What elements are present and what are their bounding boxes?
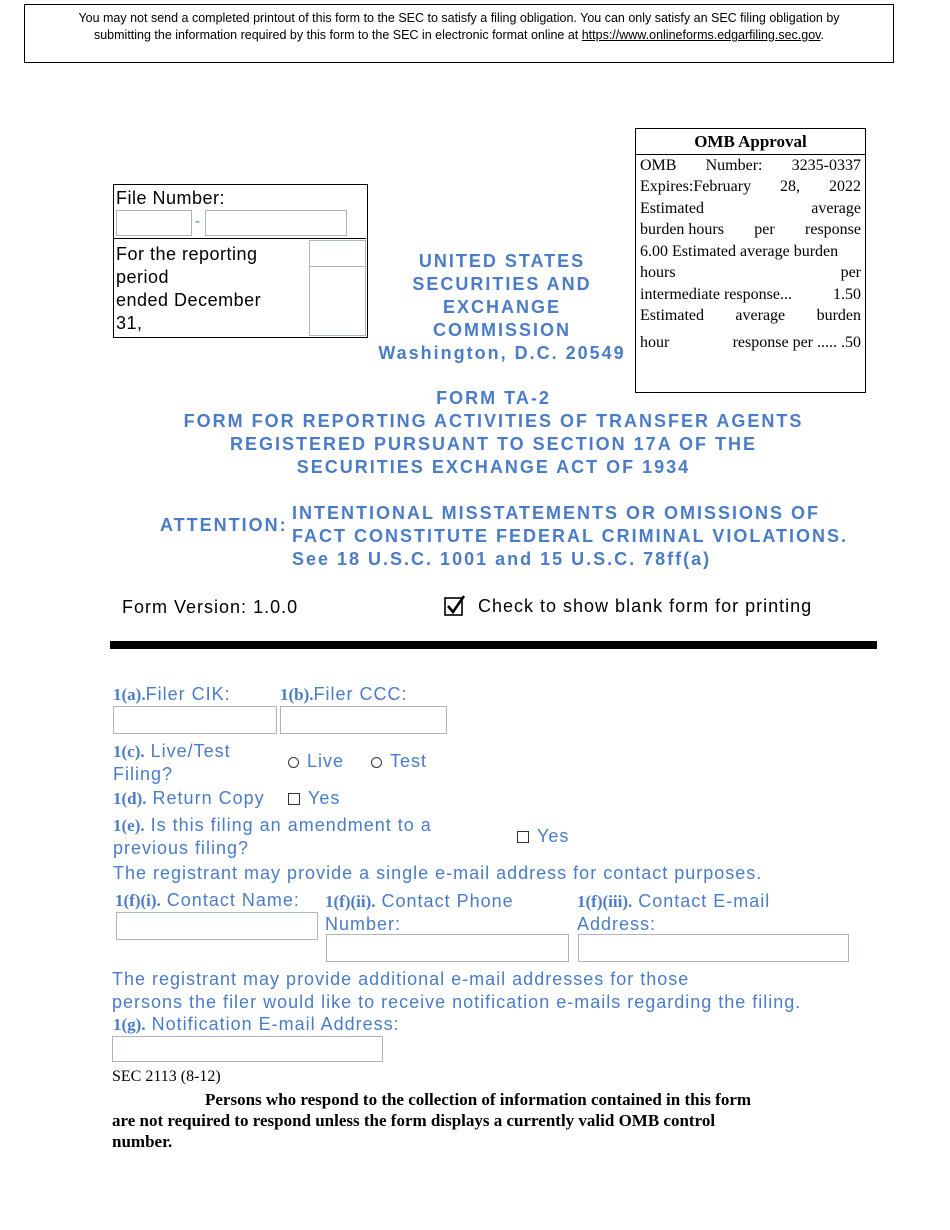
return-copy-option[interactable]: Yes <box>288 788 340 809</box>
edgar-online-forms-link[interactable]: https://www.onlineforms.edgarfiling.sec.gov <box>581 28 821 42</box>
reporting-period-label: For the reporting period ended December 31, <box>116 244 262 333</box>
return-copy-checkbox[interactable] <box>288 793 300 805</box>
filer-cik-input[interactable] <box>113 706 277 734</box>
contact-name-label: 1(f)(i). Contact Name: <box>115 890 300 910</box>
attention-text: INTENTIONAL MISSTATEMENTS OR OMISSIONS OF FACT CONSTITUTE FEDERAL CRIMINAL VIOLATIONS. See 18 U.S.C. 1001 and 15 U.S.C. 78ff(a) <box>292 503 848 569</box>
agency-title: UNITED STATES SECURITIES AND EXCHANGE COMMISSION Washington, D.C. 20549 <box>378 251 626 363</box>
notice-period: . <box>820 28 824 42</box>
attention-label: ATTENTION: <box>160 515 288 535</box>
test-option[interactable]: Test <box>371 751 427 772</box>
contact-email-label: 1(f)(iii). Contact E-mail Address: <box>577 891 771 934</box>
return-copy-label: 1(d). Return Copy <box>113 788 265 808</box>
live-radio[interactable] <box>288 757 299 768</box>
form-title: FORM TA-2 FORM FOR REPORTING ACTIVITIES OF TRANSFER AGENTS REGISTERED PURSUANT TO SECTION 17A OF THE SECURITIES EXCHANGE ACT OF 1934 <box>183 388 804 477</box>
file-number-dash: - <box>195 213 200 230</box>
form-version-label: Form Version: <box>122 597 248 617</box>
filer-cik-label: 1(a).Filer CIK: <box>113 684 231 704</box>
omb-line-2: Expires:February 28, 2022 <box>640 178 861 195</box>
form-version-value: 1.0.0 <box>253 597 299 617</box>
form-code: SEC 2113 (8-12) <box>112 1068 221 1085</box>
omb-line-6: hours per <box>640 264 861 281</box>
reporting-year-field[interactable] <box>309 266 366 336</box>
section-divider <box>110 641 877 649</box>
notification-email-label: 1(g). Notification E-mail Address: <box>113 1014 400 1034</box>
file-number-label: File Number: <box>116 188 226 208</box>
omb-line-5: 6.00 Estimated average burden <box>640 243 839 260</box>
omb-line-7: intermediate response... 1.50 <box>640 286 861 303</box>
omb-approval-box <box>635 128 866 393</box>
printout-notice <box>24 4 894 63</box>
filer-ccc-input[interactable] <box>280 706 447 734</box>
omb-line-3: Estimated average <box>640 200 861 217</box>
amendment-option[interactable]: Yes <box>517 826 569 847</box>
test-radio[interactable] <box>371 757 382 768</box>
contact-phone-label: 1(f)(ii). Contact Phone Number: <box>325 891 514 934</box>
blank-form-toggle[interactable] <box>444 595 812 617</box>
amendment-checkbox[interactable] <box>517 831 529 843</box>
omb-disclaimer: Persons who respond to the collection of information contained in this form are not required to respond unless the form displays a currently valid OMB control number. <box>112 1090 752 1151</box>
live-option[interactable]: Live <box>288 751 344 772</box>
contact-note: The registrant may provide a single e-mail address for contact purposes. <box>113 863 763 883</box>
amendment-label: 1(e). Is this filing an amendment to a previous filing? <box>113 815 432 858</box>
omb-line-1: OMB Number: 3235-0337 <box>640 157 861 174</box>
notification-note: The registrant may provide additional e-mail addresses for those persons the filer would like to receive notification e-mails regarding the filing. <box>112 969 802 1012</box>
omb-approval-title: OMB Approval <box>636 129 865 155</box>
omb-line-9: hour response per ..... .50 <box>640 334 861 351</box>
omb-line-4: burden hours per response <box>640 221 861 238</box>
file-number-suffix-input[interactable] <box>205 210 347 236</box>
file-number-prefix-input[interactable] <box>116 210 192 236</box>
form-version <box>122 597 298 618</box>
omb-line-8: Estimated average burden <box>640 307 861 324</box>
live-test-label: 1(c). Live/Test Filing? <box>113 741 231 784</box>
notice-line-2-text: submitting the information required by this form to the SEC in electronic format online at <box>93 28 579 42</box>
filer-ccc-label: 1(b).Filer CCC: <box>280 684 408 704</box>
notification-email-input[interactable] <box>112 1036 383 1062</box>
notice-line-1: You may not send a completed printout of this form to the SEC to satisfy a filing obligation. You can only satisfy an SEC filing obligation by <box>78 11 840 25</box>
contact-email-input[interactable] <box>578 934 849 962</box>
contact-name-input[interactable] <box>116 912 318 940</box>
file-number-box <box>113 184 368 338</box>
blank-form-checkbox-icon[interactable] <box>444 595 466 617</box>
notice-line-2 <box>25 27 893 44</box>
contact-phone-input[interactable] <box>326 934 569 962</box>
blank-form-check-label: Check to show blank form for printing <box>478 595 813 616</box>
file-box-divider <box>114 238 366 239</box>
